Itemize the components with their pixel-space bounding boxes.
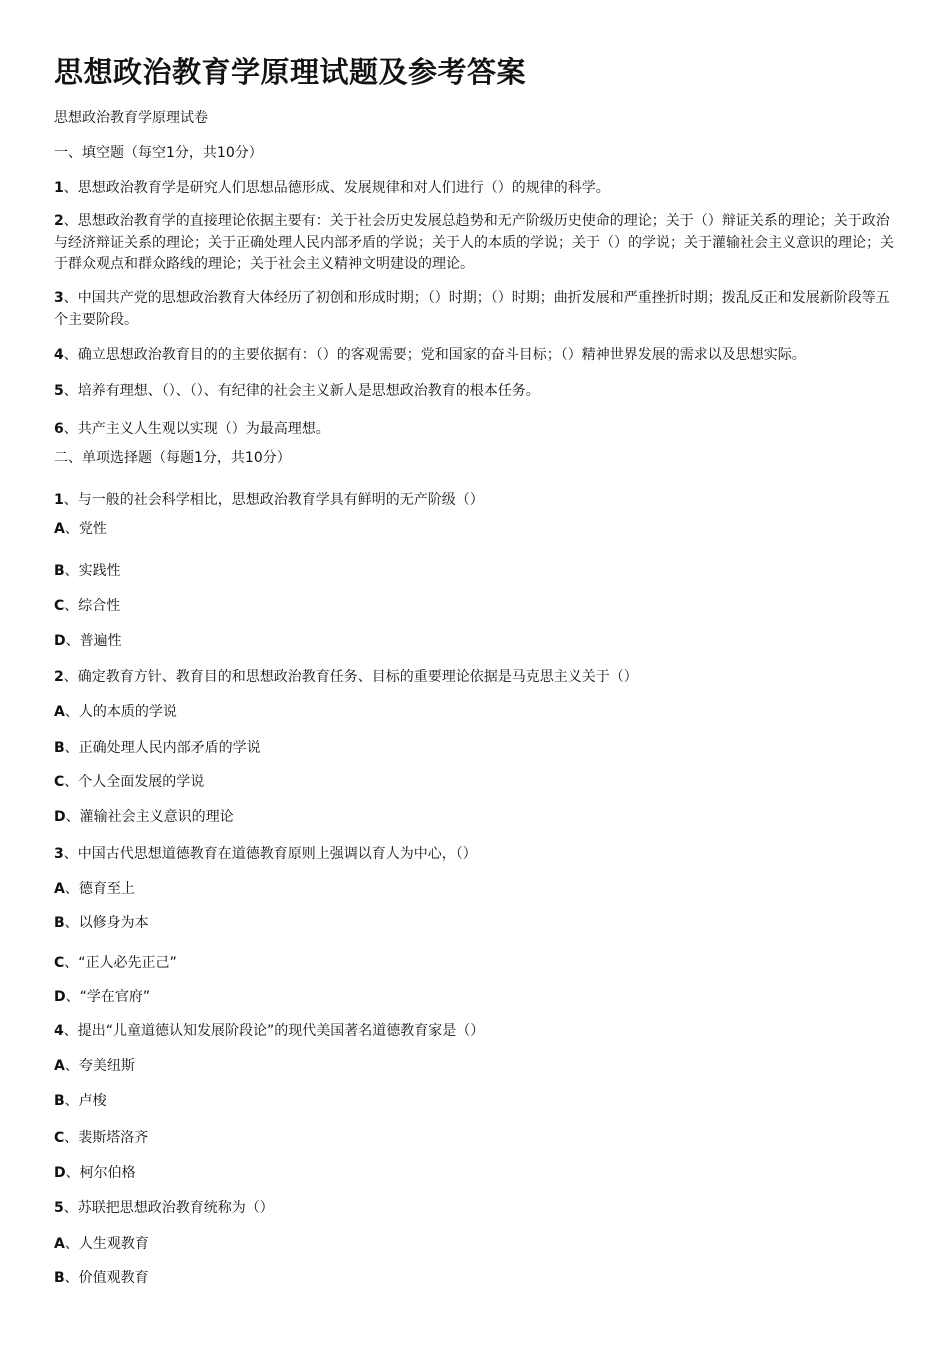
option-text: 、柯尔伯格 <box>65 1165 136 1181</box>
option-text: 、裴斯塔洛齐 <box>64 1130 149 1146</box>
option-letter: B <box>54 915 65 931</box>
option-letter: B <box>54 1270 65 1286</box>
item-text: 、培养有理想、（）、（）、有纪律的社会主义新人是思想政治教育的根本任务。 <box>63 383 540 399</box>
option-b <box>54 738 261 759</box>
option-text: 、人生观教育 <box>64 1236 149 1252</box>
section1-heading: 一、填空题（每空1分，共10分） <box>54 145 263 161</box>
item-text: 、思想政治教育学的直接理论依据主要有：关于社会历史发展总趋势和无产阶级历史使命的理论；关于（）辩证关系的理论；关于政治与经济辩证关系的理论；关于正确处理人民内部矛盾的学说；关于人的本质的学说；关于（）的学说；关于灌输社会主义意识的理论；关于群众观点和群众路线的理论；关于社会主义精神文明建设的理论。 <box>54 213 894 272</box>
option-d <box>54 631 122 652</box>
option-c <box>54 1128 148 1149</box>
option-a <box>54 879 135 900</box>
option-text: 、综合性 <box>64 598 121 614</box>
item-number: 6 <box>54 421 64 437</box>
item-number: 1 <box>54 180 64 196</box>
item-number: 4 <box>54 347 64 363</box>
option-a <box>54 702 177 723</box>
option-text: 、实践性 <box>64 563 121 579</box>
option-text: 、普遍性 <box>65 633 122 649</box>
option-text: 、价值观教育 <box>64 1270 149 1286</box>
option-letter: C <box>54 1130 65 1146</box>
option-text: 、人的本质的学说 <box>64 704 177 720</box>
fill-item-2 <box>54 211 899 276</box>
option-letter: B <box>54 1093 65 1109</box>
option-b <box>54 1091 107 1112</box>
fill-item-3 <box>54 288 899 331</box>
option-c <box>54 953 177 974</box>
item-number: 2 <box>54 213 64 229</box>
option-d <box>54 1163 136 1184</box>
option-text: 、夸美纽斯 <box>64 1058 135 1074</box>
option-letter: A <box>54 521 65 537</box>
option-text: 、“学在官府” <box>65 989 151 1005</box>
question-number: 5 <box>54 1200 64 1216</box>
item-text: 、中国共产党的思想政治教育大体经历了初创和形成时期；（）时期；（）时期；曲折发展和严重挫折时期；拨乱反正和发展新阶段等五个主要阶段。 <box>54 290 890 328</box>
item-number: 5 <box>54 383 64 399</box>
question-text: 、确定教育方针、教育目的和思想政治教育任务、目标的重要理论依据是马克思主义关于（） <box>63 669 638 685</box>
option-letter: C <box>54 774 65 790</box>
option-text: 、党性 <box>64 521 107 537</box>
choice-question-1 <box>54 490 484 511</box>
option-b <box>54 913 149 934</box>
question-number: 1 <box>54 492 64 508</box>
fill-item-4 <box>54 345 806 366</box>
option-letter: A <box>54 1236 65 1252</box>
option-text: 、以修身为本 <box>64 915 149 931</box>
section2-heading: 二、单项选择题（每题1分，共10分） <box>54 450 291 466</box>
option-b <box>54 1268 149 1289</box>
fill-item-6 <box>54 419 330 440</box>
option-letter: D <box>54 633 66 649</box>
exam-subtitle: 思想政治教育学原理试卷 <box>54 110 208 126</box>
question-number: 3 <box>54 846 64 862</box>
option-text: 、个人全面发展的学说 <box>64 774 205 790</box>
question-text: 、与一般的社会科学相比，思想政治教育学具有鲜明的无产阶级（） <box>63 492 484 508</box>
question-number: 2 <box>54 669 64 685</box>
option-text: 、德育至上 <box>64 881 135 897</box>
option-text: 、灌输社会主义意识的理论 <box>65 809 234 825</box>
choice-question-5 <box>54 1198 274 1219</box>
option-letter: B <box>54 740 65 756</box>
option-d <box>54 807 234 828</box>
option-letter: A <box>54 704 65 720</box>
choice-question-2 <box>54 667 638 688</box>
question-number: 4 <box>54 1023 64 1039</box>
option-text: 、“正人必先正己” <box>64 955 177 971</box>
item-number: 3 <box>54 290 64 306</box>
option-letter: C <box>54 598 65 614</box>
option-c <box>54 772 204 793</box>
question-text: 、中国古代思想道德教育在道德教育原则上强调以育人为中心，（） <box>63 846 477 862</box>
item-text: 、确立思想政治教育目的的主要依据有：（）的客观需要；党和国家的奋斗目标；（）精神世界发展的需求以及思想实际。 <box>63 347 806 363</box>
choice-question-4 <box>54 1021 484 1042</box>
option-letter: D <box>54 989 66 1005</box>
option-text: 、正确处理人民内部矛盾的学说 <box>64 740 261 756</box>
option-text: 、卢梭 <box>64 1093 107 1109</box>
option-letter: D <box>54 809 66 825</box>
option-a <box>54 1056 135 1077</box>
option-letter: A <box>54 881 65 897</box>
choice-question-3 <box>54 844 477 865</box>
option-c <box>54 596 120 617</box>
option-b <box>54 561 121 582</box>
question-text: 、提出“儿童道德认知发展阶段论”的现代美国著名道德教育家是（） <box>63 1023 485 1039</box>
item-text: 、思想政治教育学是研究人们思想品德形成、发展规律和对人们进行（）的规律的科学。 <box>63 180 610 196</box>
option-d <box>54 987 150 1008</box>
question-text: 、苏联把思想政治教育统称为（） <box>63 1200 274 1216</box>
option-a <box>54 1234 149 1255</box>
fill-item-1 <box>54 178 610 199</box>
item-text: 、共产主义人生观以实现（）为最高理想。 <box>63 421 330 437</box>
option-letter: D <box>54 1165 66 1181</box>
option-letter: C <box>54 955 65 971</box>
option-a <box>54 519 107 540</box>
option-letter: A <box>54 1058 65 1074</box>
fill-item-5 <box>54 381 540 402</box>
option-letter: B <box>54 563 65 579</box>
document-title: 思想政治教育学原理试题及参考答案 <box>54 55 527 89</box>
